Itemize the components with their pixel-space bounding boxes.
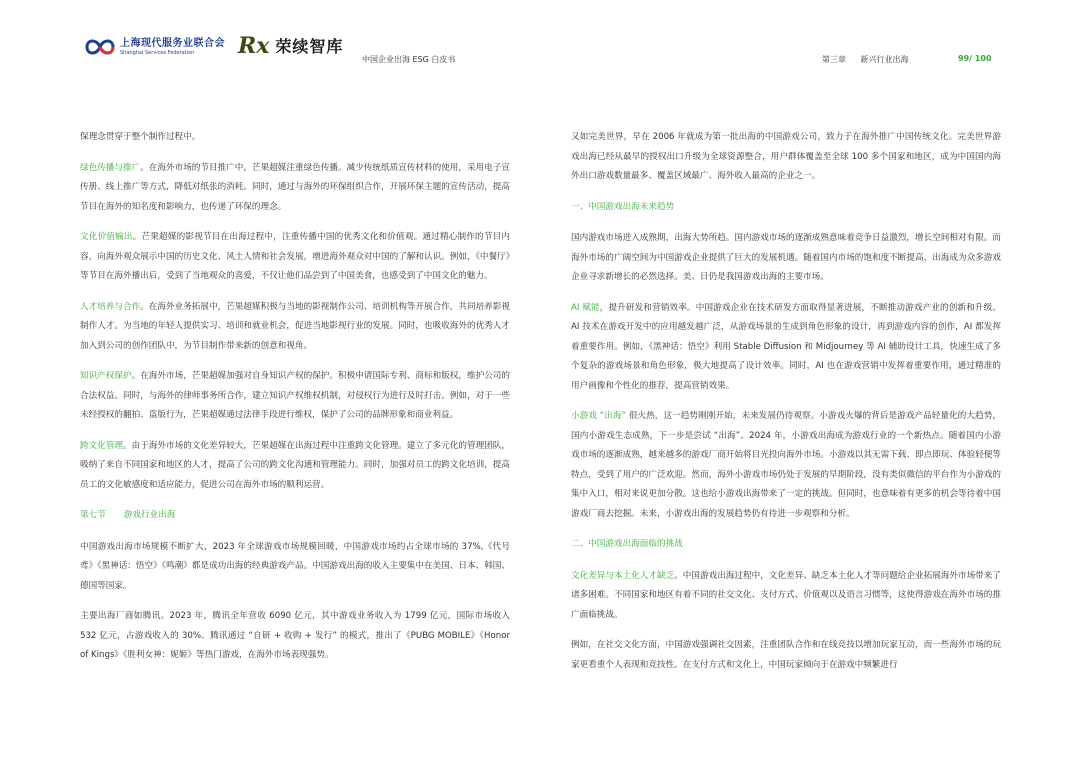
left-column [80,128,510,677]
highlight-term: 跨文化管理 [80,440,123,451]
right-column [571,128,1001,686]
paragraph: 主要出海厂商如腾讯。2023 年，腾讯全年营收 6090 亿元，其中游戏业务收入为 1799 亿元，国际市场收入 532 亿元，占游戏收入的 30%。腾讯通过 “自研 + 收购 + 发行” 的模式，推出了《PUBG MOBILE》《Honor of Kings》《胜利女神：妮姬》等热门游戏，在海外市场表现强势。 [80,611,510,660]
paragraph: 例如，在社交文化方面，中国游戏强调社交因素，注重团队合作和在线竞技以增加玩家互动，而一些海外市场的玩家更看重个人表现和竞技性。在支付方式和文化上，中国玩家倾向于在游戏中频繁进行 [571,640,1001,670]
highlight-term: 小游戏 “出海” [571,411,627,421]
ssf-logo-icon [84,36,116,58]
highlight-term: 文化差异与本土化人才缺乏 [571,570,675,581]
paragraph: 保理念贯穿于整个制作过程中。 [80,132,201,142]
page-number: 99/ 100 [958,54,992,63]
rx-name: 荣续智库 [275,37,344,56]
rx-logo [238,34,343,57]
subsection-heading: 二、中国游戏出海面临的挑战 [571,539,683,549]
ssf-name-en: Shanghai Services Federation [120,49,195,56]
ssf-name-cn: 上海现代服务业联合会 [120,37,225,49]
chapter-number: 第三章 [822,55,846,64]
paragraph: 又如完美世界，早在 2006 年就成为第一批出海的中国游戏公司，致力于在海外推广中国传统文化。完美世界游戏出海已经从最早的授权出口升级为全球资源整合，用户群体覆盖至全球 100 多个国家和地区，成为中国国内海外出口游戏数量最多、覆盖区域最广、海外收入最高的企业之一。 [571,132,1001,181]
ssf-logo [84,36,225,58]
highlight-term: 文化价值输出 [80,232,133,242]
section-number: 第七节 [80,510,106,520]
paragraph: AI 赋能，提升研发和营销效率。中国游戏企业在技术研发方面取得显著进展，不断推动游戏产业的创新和升级。AI 技术在游戏开发中的应用越发越广泛，从游戏场景的生成到角色形象的设计，再到游戏内容的创作，AI 都发挥着重要作用。例如，《黑神话：悟空》利用 Stable Diffusion 和 Midjourney 等 AI 辅助设计工具，快速生成了多个复杂的游戏场景和角色形象，极大地提高了设计效率。同时，AI 也在游戏营销中发挥着重要作用，通过精准的用户画像和个性化的推荐，提高营销效果。 [571,302,1001,391]
paragraph: 中国游戏出海市场规模不断扩大，2023 年全球游戏市场规模回暖，中国游戏市场约占全球市场的 37%,《代号鸢》《黑神话：悟空》《鸣潮》都是成功出海的经典游戏产品。中国游戏出海的收入主要集中在美国、日本、韩国、德国等国家。 [80,541,510,591]
highlight-term: 知识产权保护 [80,371,132,381]
page-header [0,0,1080,80]
paragraph: 小游戏 “出海” 很火热，这一趋势刚刚开始，未来发展仍待观察。小游戏火爆的背后是游戏产品轻量化的大趋势，国内小游戏生态成熟，下一步是尝试 “出海”。2024 年，小游戏出海成为游戏行业的一个新热点。随着国内小游戏市场的逐渐成熟，越来越多的游戏厂商开始将目光投向海外市场。小游戏以其无需下载、即点即玩、体验轻便等特点，受到了用户的广泛欢迎。然而，海外小游戏市场仍处于发展的早期阶段，没有类似微信的平台作为小游戏的集中入口，相对来说更加分散。这也给小游戏出海带来了一定的挑战。但同时，也意味着有更多的机会等待着中国游戏厂商去挖掘。未来，小游戏出海的发展趋势仍有待进一步观察和分析。 [571,411,1001,519]
chapter-title: 新兴行业出海 [860,55,909,64]
paragraph: 国内游戏市场进入成熟期，出海大势所趋。国内游戏市场的逐渐成熟意味着竞争日益激烈，增长空间相对有限。而海外市场的广阔空间为中国游戏企业提供了巨大的发展机遇。随着国内市场的饱和度不断提高，出海成为众多游戏企业寻求新增长的必然选择。美、日仍是我国游戏出海的主要市场。 [571,233,1001,282]
doc-title: 中国企业出海 ESG 白皮书 [362,55,456,64]
subsection-heading: 一、中国游戏出海未来趋势 [571,201,675,212]
section-heading [80,506,510,526]
paragraph: 绿色传播与推广。在海外市场的节目推广中，芒果超媒注重绿色传播。减少传统纸质宣传材料的使用，采用电子宣传册、线上推广等方式，降低对纸张的消耗。同时，通过与海外的环保组织合作，开展环保主题的宣传活动，提高节目在海外的知名度和影响力，也传递了环保的理念。 [80,162,510,212]
highlight-term: 绿色传播与推广 [80,162,141,173]
paragraph: 文化差异与本土化人才缺乏。中国游戏出海过程中，文化差异、缺乏本土化人才等问题给企业拓展海外市场带来了诸多困难。不同国家和地区有着不同的社交文化、支付方式、价值观以及语言习惯等，这使得游戏在海外市场的推广面临挑战。 [571,570,1001,620]
highlight-term: 人才培养与合作 [80,301,141,312]
paragraph: 文化价值输出。芒果超媒的影视节目在出海过程中，注重传播中国的优秀文化和价值观。通过精心制作的节目内容，向海外观众展示中国的历史文化、风土人情和社会发展，增进海外观众对中国的了解和认识。例如，《中餐厅》等节目在海外播出后，受到了当地观众的喜爱，不仅让他们品尝到了中国美食，也感受到了中国文化的魅力。 [80,232,510,281]
rx-mark-icon: Rx [238,32,270,59]
highlight-term: AI 赋能 [571,302,600,313]
paragraph: 跨文化管理。由于海外市场的文化差异较大，芒果超媒在出海过程中注重跨文化管理。建立了多元化的管理团队，吸纳了来自不同国家和地区的人才，提高了公司的跨文化沟通和管理能力。同时，加强对员工的跨文化培训，提高员工的文化敏感度和适应能力，促进公司在海外市场的顺利运营。 [80,440,510,490]
paragraph: 知识产权保护。在海外市场，芒果超媒加强对自身知识产权的保护。积极申请国际专利、商标和版权，维护公司的合法权益。同时，与海外的律师事务所合作，建立知识产权维权机制，对侵权行为进行及时打击。例如，对于一些未经授权的翻拍、盗版行为，芒果超媒通过法律手段进行维权，保护了公司的品牌形象和商业利益。 [80,371,510,420]
section-title: 游戏行业出海 [123,510,176,520]
paragraph: 人才培养与合作。在海外业务拓展中，芒果超媒积极与当地的影视制作公司、培训机构等开展合作，共同培养影视制作人才。为当地的年轻人提供实习、培训和就业机会，促进当地影视行业的发展。同时，也吸收海外的优秀人才加入到公司的创作团队中，为节目制作带来新的创意和视角。 [80,301,510,351]
chapter-label [822,54,909,65]
